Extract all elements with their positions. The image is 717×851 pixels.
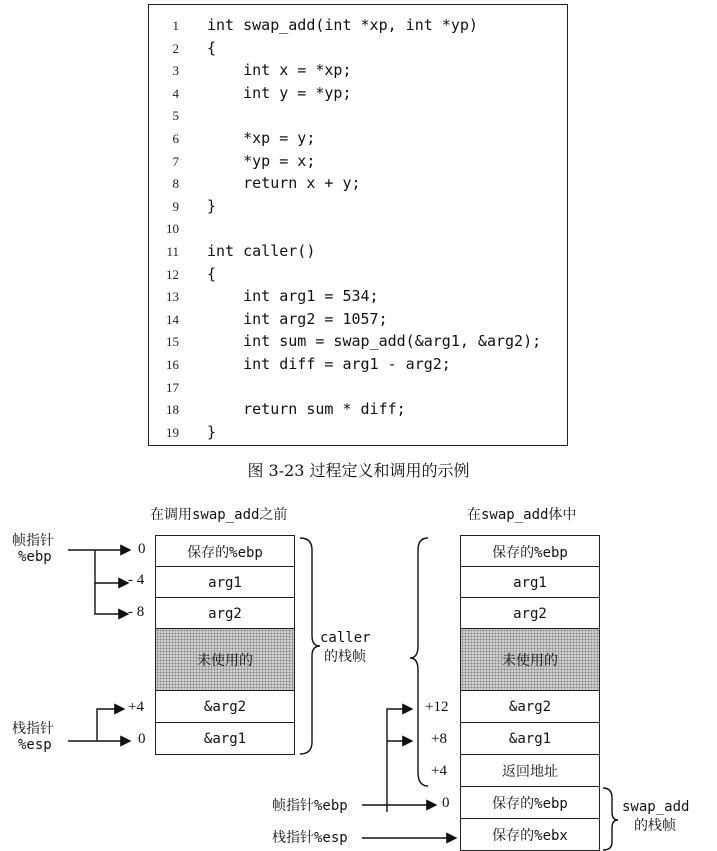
left-stack-pointer-reg: %esp <box>18 737 52 753</box>
right-brace-swapadd <box>603 788 618 850</box>
left-stack-title: 在调用swap_add之前 <box>150 507 288 523</box>
right-frame-pointer-label: 帧指针%ebp <box>272 798 348 814</box>
right-cell-arg2: arg2 <box>460 597 600 630</box>
right-offset-plus4: +4 <box>431 763 447 779</box>
left-offset-plus4: +4 <box>128 699 144 715</box>
code-text: int arg1 = 534; <box>207 287 379 306</box>
code-text: int sum = swap_add(&arg1, &arg2); <box>207 332 542 351</box>
left-brace-label-1: caller <box>320 630 371 646</box>
left-frame-pointer-label: 帧指针 <box>12 533 54 549</box>
right-offset-0: 0 <box>442 795 450 811</box>
line-number: 9 <box>172 198 179 214</box>
left-offset-minus8: - 8 <box>128 604 145 620</box>
line-number: 6 <box>172 131 179 146</box>
right-pointer-arrows <box>362 805 456 838</box>
line-number: 12 <box>166 266 179 282</box>
left-stack-pointer-arrows <box>68 709 130 741</box>
right-brace-label-2: 的栈帧 <box>634 818 676 834</box>
left-frame-pointer-reg: %ebp <box>18 549 52 565</box>
code-text: int diff = arg1 - arg2; <box>207 355 451 373</box>
line-number: 2 <box>172 40 179 56</box>
code-text: int arg2 = 1057; <box>207 309 388 328</box>
left-frame-pointer-arrows <box>68 550 130 614</box>
right-brace-caller <box>410 538 428 786</box>
line-number: 18 <box>166 402 179 418</box>
left-offset-minus4: - 4 <box>128 572 145 588</box>
line-number: 17 <box>166 379 179 395</box>
line-number: 13 <box>166 289 179 305</box>
code-text: { <box>207 38 217 57</box>
left-offset-0: 0 <box>138 541 146 557</box>
right-offset-plus8: +8 <box>431 731 447 747</box>
left-brace-label-2: 的栈帧 <box>324 649 366 665</box>
right-cell-saved-ebp: 保存的%ebp <box>460 786 600 819</box>
line-number: 3 <box>172 63 179 79</box>
left-cell-saved-ebp: 保存的%ebp <box>155 535 295 568</box>
right-cell-unused: 未使用的 <box>460 628 600 692</box>
left-cell-arg2: arg2 <box>155 597 295 630</box>
code-text: int swap_add(int *xp, int *yp) <box>207 16 478 34</box>
right-offset-arrows <box>387 709 412 812</box>
right-cell-arg1: arg1 <box>460 566 600 599</box>
right-cell-addr-arg1: &arg1 <box>460 722 600 755</box>
code-text: } <box>207 422 217 441</box>
left-stack-pointer-label: 栈指针 <box>12 721 54 737</box>
right-offset-plus12: +12 <box>425 699 449 715</box>
right-stack-title: 在swap_add体中 <box>467 507 577 523</box>
right-stack-pointer-label: 栈指针%esp <box>272 830 348 846</box>
figure-caption: 图 3-23 过程定义和调用的示例 <box>247 461 470 480</box>
left-cell-unused: 未使用的 <box>155 628 295 692</box>
left-offset-0-esp: 0 <box>138 731 146 747</box>
left-brace <box>300 538 320 754</box>
line-number: 19 <box>166 424 179 440</box>
line-number: 14 <box>166 311 179 327</box>
code-text: *yp = x; <box>207 151 316 170</box>
right-cell-return-address: 返回地址 <box>460 754 600 787</box>
right-brace-label-1: swap_add <box>622 799 690 815</box>
right-cell-saved-ebp-caller: 保存的%ebp <box>460 535 600 568</box>
line-number: 10 <box>166 221 179 237</box>
right-cell-saved-ebx: 保存的%ebx <box>460 818 600 851</box>
left-cell-addr-arg2: &arg2 <box>155 690 295 723</box>
line-number: 7 <box>172 153 179 169</box>
code-text: int y = *yp; <box>207 83 352 102</box>
line-number: 11 <box>166 244 179 259</box>
code-text: int caller() <box>207 242 316 260</box>
code-text: int x = *xp; <box>207 61 352 80</box>
left-cell-addr-arg1: &arg1 <box>155 722 295 755</box>
code-text: } <box>207 196 217 215</box>
code-text: return sum * diff; <box>207 400 406 419</box>
line-number: 15 <box>166 334 179 350</box>
code-text: { <box>207 264 217 283</box>
left-cell-arg1: arg1 <box>155 566 295 599</box>
line-number: 5 <box>172 108 179 124</box>
line-number: 1 <box>172 18 179 33</box>
code-text: *xp = y; <box>207 129 316 147</box>
code-text: return x + y; <box>207 174 361 193</box>
line-number: 8 <box>172 176 179 192</box>
line-number: 16 <box>166 357 179 372</box>
right-cell-addr-arg2: &arg2 <box>460 690 600 723</box>
line-number: 4 <box>172 85 179 101</box>
